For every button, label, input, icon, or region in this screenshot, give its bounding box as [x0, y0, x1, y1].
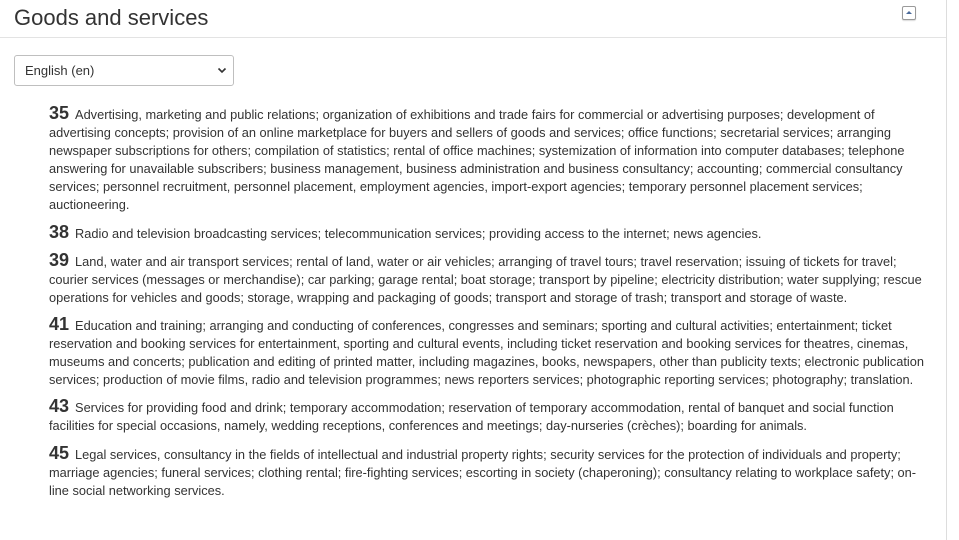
language-select-value: English (en) [25, 63, 95, 78]
collapse-up-icon [906, 11, 912, 14]
class-description: Education and training; arranging and conducting of conferences, congresses and seminars; sporting and cultural activities; entertainment; ticket reservation and booking services for entertainment, sporting and cultural events, including ticket reservation and booking services for theatres, cinemas, museums and concerts; publication and editing of printed matter, including magazines, books, newspapers, other than publicity texts; electronic publication services; production of movie films, radio and television programmes; news reporters services; photographic reporting services; photography; translation. [49, 317, 924, 388]
class-description: Radio and television broadcasting services; telecommunication services; providing access to the internet; news agencies. [75, 225, 762, 241]
class-number: 35 [49, 103, 70, 123]
chevron-down-icon [217, 65, 227, 75]
class-number: 38 [49, 221, 70, 242]
panel-title: Goods and services [14, 5, 209, 30]
class-number: 45 [49, 442, 70, 463]
class-list [49, 104, 929, 508]
class-entry-38 [49, 223, 929, 243]
class-entry-39 [49, 251, 929, 307]
class-description: Services for providing food and drink; temporary accommodation; reservation of temporary accommodation, rental of banquet and social function facilities for special occasions, namely, wedding receptions, conferences and meetings; day-nurseries (crèches); boarding for animals. [49, 400, 894, 434]
class-number: 39 [49, 249, 70, 270]
class-description: Land, water and air transport services; rental of land, water or air vehicles; arranging of travel tours; travel reservation; issuing of tickets for travel; courier services (messages or merchandise); car parking; garage rental; boat storage; transport by pipeline; electricity distribution; water supplying; rescue operations for vehicles and goods; storage, wrapping and packaging of goods; transport and storage of trash; transport and storage of waste. [49, 253, 922, 305]
language-select[interactable] [14, 55, 234, 86]
class-description: Legal services, consultancy in the fields of intellectual and industrial property rights; security services for the protection of individuals and property; marriage agencies; funeral services; clothing rental; fire-fighting services; escorting in society (chaperoning); consultancy relating to workplace safety; on-line social networking services. [49, 446, 917, 498]
class-entry-43 [49, 397, 929, 435]
collapse-button[interactable] [902, 6, 916, 20]
class-entry-35 [49, 104, 929, 215]
class-number: 43 [49, 396, 70, 417]
class-number: 41 [49, 313, 70, 334]
class-description: Advertising, marketing and public relations; organization of exhibitions and trade fairs for commercial or advertising purposes; development of advertising concepts; provision of an online marketplace for buyers and sellers of goods and services; office functions; secretarial services; arranging newspaper subscriptions for others; compilation of statistics; rental of office machines; systemization of information into computer databases; telephone answering for unavailable subscribers; business management, business administration and business consultancy; accounting; commercial consultancy services; personnel recruitment, personnel placement, employment agencies, import-export agencies; temporary personnel placement services; auctioneering. [49, 107, 905, 213]
panel-header [0, 0, 946, 38]
class-entry-45 [49, 444, 929, 500]
class-entry-41 [49, 315, 929, 389]
